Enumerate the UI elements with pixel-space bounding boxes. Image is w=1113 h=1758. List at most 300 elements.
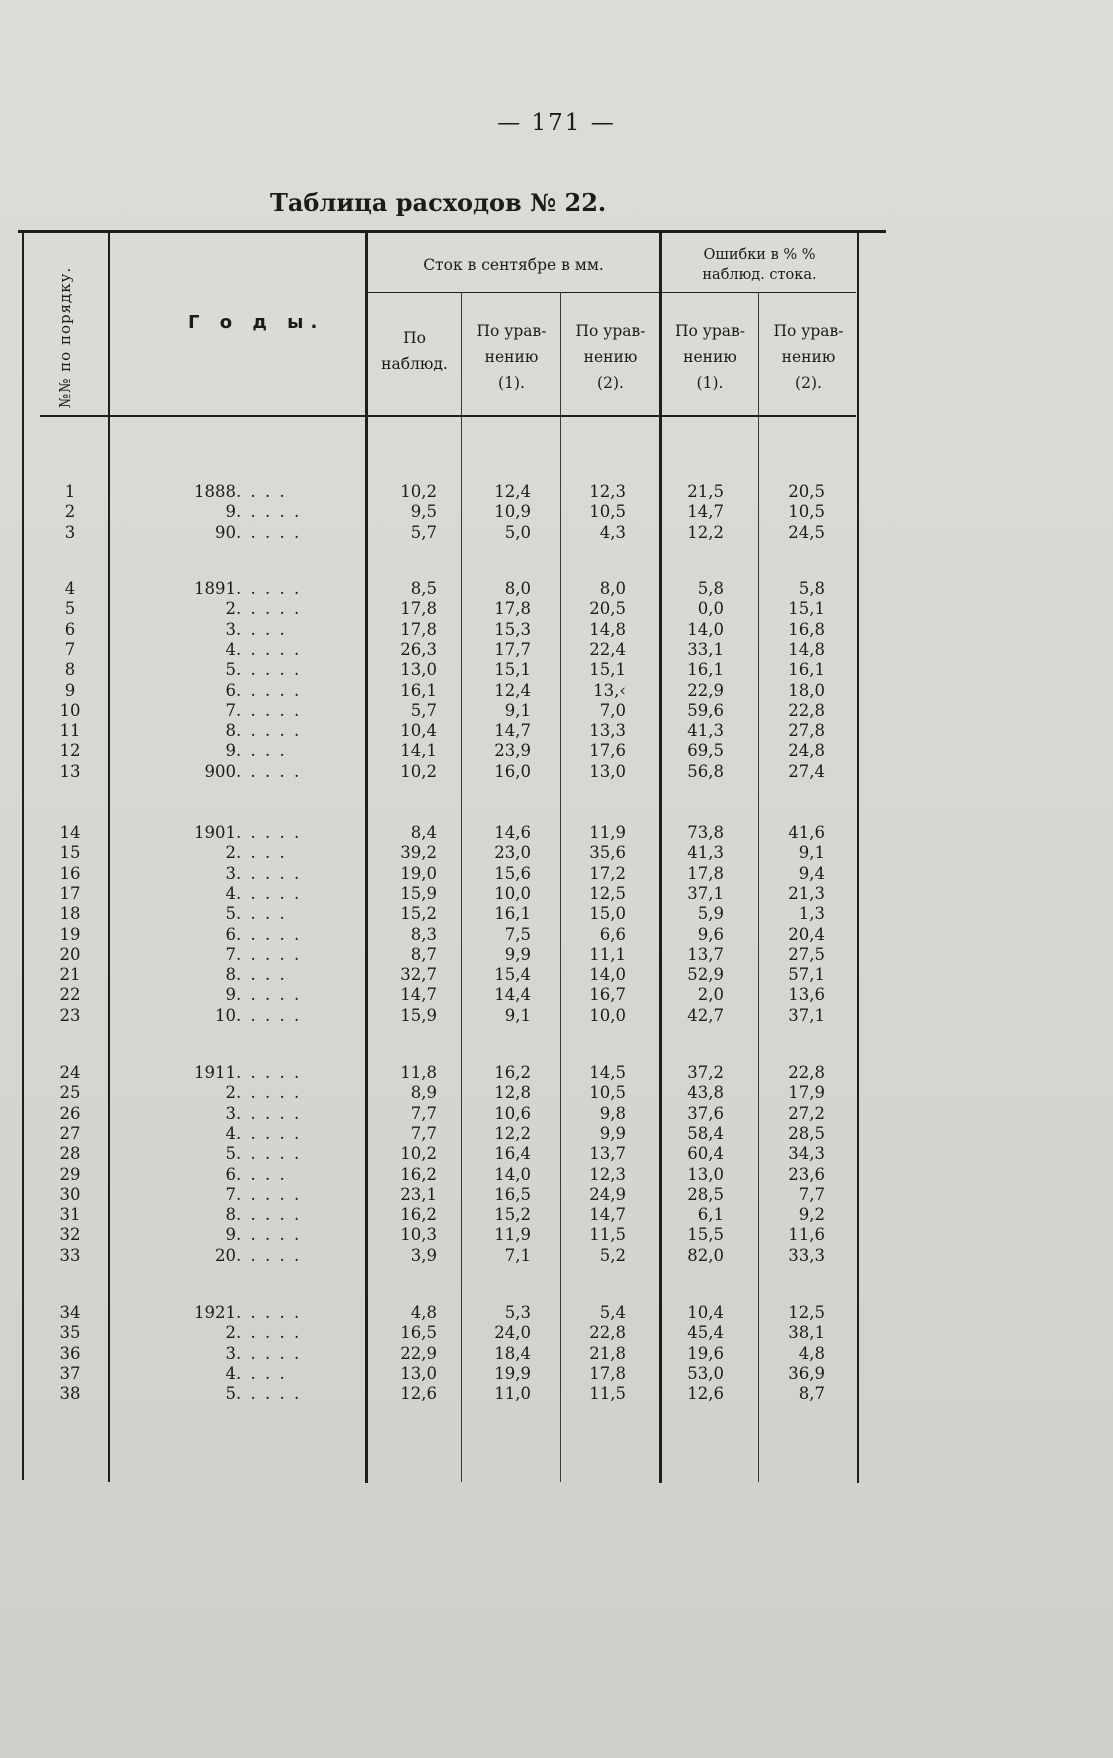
cell-err1: 45,4 [687,1323,724,1343]
table-row [0,481,1113,502]
header-err1-line2: нению [683,348,737,366]
cell-eq2: 13,7 [589,1144,626,1164]
row-leader-dots: . . . . . [236,639,302,659]
cell-eq2: 12,5 [589,883,626,903]
cell-eq1: 10,6 [494,1103,531,1123]
table-row [0,1062,1113,1083]
cell-err2: 27,5 [788,944,825,964]
row-year: 5 [225,1384,236,1404]
cell-eq1: 9,1 [504,1005,531,1025]
header-err1-line3: (1). [696,374,724,392]
cell-err2: 36,9 [788,1363,825,1383]
row-year: 2 [225,843,236,863]
cell-observed: 32,7 [400,965,437,985]
row-year: 1911 [194,1063,236,1082]
header-err1 [662,318,758,396]
cell-err2: 9,1 [798,843,825,863]
cell-eq2: 9,8 [599,1103,626,1123]
cell-eq2: 15,1 [589,660,626,680]
row-leader-dots: . . . . . [236,883,302,903]
cell-err2: 41,6 [788,823,825,842]
cell-observed: 10,3 [400,1225,437,1245]
cell-err2: 18,0 [788,680,825,700]
cell-eq1: 15,4 [494,965,531,985]
row-index: 14 [59,823,81,842]
table-row [0,1204,1113,1225]
row-leader-dots: . . . . . [236,1184,302,1204]
table-row [0,1184,1113,1205]
cell-observed: 15,2 [400,904,437,924]
cell-err1: 12,2 [687,522,724,542]
cell-err1: 41,3 [687,721,724,741]
table-row [0,863,1113,884]
table-row [0,1164,1113,1185]
row-leader-dots: . . . . . [236,660,302,680]
cell-eq1: 7,1 [504,1245,531,1265]
cell-observed: 17,8 [400,619,437,639]
cell-eq1: 11,0 [494,1384,531,1404]
cell-err1: 69,5 [687,741,724,761]
header-observed-line2: наблюд. [381,355,448,373]
header-observed-line1: По [403,329,426,347]
row-year: 7 [225,700,236,720]
cell-observed: 10,2 [400,482,437,501]
cell-err2: 22,8 [788,700,825,720]
header-eq1-line3: (1). [498,374,525,392]
row-index: 30 [59,1184,81,1204]
row-index: 33 [59,1245,81,1265]
cell-observed: 5,7 [410,700,437,720]
header-eq1-line1: По урав- [476,322,547,340]
header-years: Г о д ы. [188,312,325,333]
table-row [0,740,1113,761]
table-row [0,1143,1113,1164]
cell-eq1: 10,9 [494,502,531,522]
row-index: 2 [64,502,76,522]
row-index: 5 [64,599,76,619]
table-row [0,903,1113,924]
cell-observed: 8,5 [410,579,437,598]
cell-observed: 8,4 [410,823,437,842]
table-row [0,1224,1113,1245]
page-number: — 171 — [497,110,616,136]
cell-err1: 60,4 [687,1144,724,1164]
cell-eq2: 5,2 [599,1245,626,1265]
cell-eq2: 14,5 [589,1063,626,1082]
cell-err2: 14,8 [788,639,825,659]
cell-eq2: 7,0 [599,700,626,720]
table-row [0,1123,1113,1144]
row-year: 7 [225,944,236,964]
header-eq2-line3: (2). [597,374,624,392]
cell-err2: 20,5 [788,482,825,501]
table-row [0,522,1113,543]
row-index: 7 [64,639,76,659]
row-leader-dots: . . . . . [236,700,302,720]
cell-observed: 19,0 [400,863,437,883]
row-year: 8 [225,721,236,741]
row-leader-dots: . . . . [236,741,287,761]
row-leader-dots: . . . . . [236,985,302,1005]
row-index: 10 [59,700,81,720]
cell-eq2: 9,9 [599,1123,626,1143]
cell-err1: 0,0 [697,599,724,619]
cell-err1: 21,5 [687,482,724,501]
cell-err1: 10,4 [687,1303,724,1322]
cell-err2: 33,3 [788,1245,825,1265]
cell-eq2: 5,4 [599,1303,626,1322]
cell-err2: 12,5 [788,1303,825,1322]
header-err2-line1: По урав- [773,322,844,340]
table-row [0,1322,1113,1343]
cell-eq1: 16,1 [494,904,531,924]
row-leader-dots: . . . . [236,1363,287,1383]
cell-eq2: 14,8 [589,619,626,639]
row-year: 10 [215,1005,236,1025]
cell-eq2: 13,3 [589,721,626,741]
row-leader-dots: . . . . . [236,1205,302,1225]
cell-eq2: 11,1 [589,944,626,964]
cell-eq1: 16,2 [494,1063,531,1082]
header-errors-group [662,245,857,285]
cell-observed: 14,7 [400,985,437,1005]
cell-err2: 11,6 [788,1225,825,1245]
cell-err1: 5,9 [697,904,724,924]
row-leader-dots: . . . . . [236,579,302,598]
cell-eq2: 14,7 [589,1205,626,1225]
row-year: 3 [225,863,236,883]
cell-eq2: 15,0 [589,904,626,924]
row-index: 6 [64,619,76,639]
cell-observed: 7,7 [410,1103,437,1123]
cell-err2: 7,7 [798,1184,825,1204]
cell-observed: 10,4 [400,721,437,741]
cell-err2: 22,8 [788,1063,825,1082]
cell-eq1: 9,9 [504,944,531,964]
cell-err2: 9,4 [798,863,825,883]
table-row [0,1082,1113,1103]
cell-observed: 16,2 [400,1205,437,1225]
cell-eq1: 19,9 [494,1363,531,1383]
cell-err1: 19,6 [687,1343,724,1363]
cell-observed: 14,1 [400,741,437,761]
row-year: 9 [225,741,236,761]
cell-err1: 13,0 [687,1164,724,1184]
cell-err2: 16,8 [788,619,825,639]
cell-eq1: 12,2 [494,1123,531,1143]
cell-err2: 5,8 [798,579,825,598]
cell-err1: 15,5 [687,1225,724,1245]
cell-observed: 16,2 [400,1164,437,1184]
cell-eq1: 16,5 [494,1184,531,1204]
row-leader-dots: . . . . [236,482,287,501]
row-index: 26 [59,1103,81,1123]
row-index: 8 [64,660,76,680]
header-bottom-rule [40,415,856,417]
header-err2 [760,318,857,396]
header-err2-line2: нению [781,348,836,366]
cell-eq1: 12,4 [494,680,531,700]
cell-err2: 34,3 [788,1144,825,1164]
cell-err1: 53,0 [687,1363,724,1383]
cell-observed: 8,9 [410,1083,437,1103]
cell-err2: 16,1 [788,660,825,680]
row-index: 22 [59,985,81,1005]
cell-observed: 10,2 [400,761,437,781]
cell-observed: 4,8 [410,1303,437,1322]
table-row [0,944,1113,965]
cell-err2: 9,2 [798,1205,825,1225]
cell-err1: 14,0 [687,619,724,639]
cell-eq1: 18,4 [494,1343,531,1363]
table-title: Таблица расходов № 22. [270,188,607,217]
cell-eq1: 10,0 [494,883,531,903]
cell-err2: 10,5 [788,502,825,522]
cell-err1: 33,1 [687,639,724,659]
row-year: 5 [225,660,236,680]
table-row [0,1245,1113,1266]
row-index: 17 [59,883,81,903]
row-leader-dots: . . . . . [236,1083,302,1103]
cell-eq2: 10,5 [589,1083,626,1103]
cell-eq2: 14,0 [589,965,626,985]
cell-eq2: 21,8 [589,1343,626,1363]
cell-eq2: 13,0 [589,761,626,781]
row-leader-dots: . . . . . [236,1303,302,1322]
cell-eq2: 17,8 [589,1363,626,1383]
cell-eq1: 15,6 [494,863,531,883]
cell-eq1: 14,0 [494,1164,531,1184]
cell-err1: 13,7 [687,944,724,964]
cell-eq1: 15,3 [494,619,531,639]
cell-eq2: 17,2 [589,863,626,883]
cell-err1: 12,6 [687,1384,724,1404]
row-index: 24 [59,1063,81,1082]
cell-eq1: 24,0 [494,1323,531,1343]
cell-eq2: 11,5 [589,1225,626,1245]
row-leader-dots: . . . . . [236,823,302,842]
cell-eq2: 20,5 [589,599,626,619]
row-leader-dots: . . . . . [236,863,302,883]
cell-eq1: 12,4 [494,482,531,501]
cell-err2: 13,6 [788,985,825,1005]
cell-err2: 28,5 [788,1123,825,1143]
row-year: 3 [225,619,236,639]
cell-eq2: 13,‹ [593,680,626,700]
row-year: 8 [225,1205,236,1225]
row-leader-dots: . . . . . [236,1384,302,1404]
cell-err2: 4,8 [798,1343,825,1363]
cell-eq2: 17,6 [589,741,626,761]
cell-eq1: 8,0 [504,579,531,598]
row-leader-dots: . . . . . [236,1245,302,1265]
row-year: 4 [225,883,236,903]
row-index: 20 [59,944,81,964]
cell-err1: 56,8 [687,761,724,781]
cell-observed: 15,9 [400,883,437,903]
row-year: 1901 [194,823,236,842]
cell-eq1: 23,9 [494,741,531,761]
header-err1-line1: По урав- [674,322,746,340]
cell-err2: 27,8 [788,721,825,741]
table-row [0,1363,1113,1384]
header-index: №№ по порядку. [56,266,74,408]
cell-eq2: 22,8 [589,1323,626,1343]
table-row [0,680,1113,701]
row-leader-dots: . . . . [236,1164,287,1184]
table-row [0,924,1113,945]
cell-eq2: 4,3 [599,522,626,542]
row-leader-dots: . . . . . [236,502,302,522]
row-leader-dots: . . . . . [236,761,302,781]
row-index: 23 [59,1005,81,1025]
row-year: 7 [225,1184,236,1204]
row-year: 9 [225,1225,236,1245]
cell-err1: 41,3 [687,843,724,863]
cell-err2: 20,4 [788,924,825,944]
cell-err1: 59,6 [687,700,724,720]
row-index: 21 [59,965,81,985]
cell-eq1: 15,1 [494,660,531,680]
table-row [0,700,1113,721]
row-index: 18 [59,904,81,924]
row-index: 28 [59,1144,81,1164]
cell-eq1: 17,8 [494,599,531,619]
cell-eq1: 23,0 [494,843,531,863]
header-group-rule [368,292,856,293]
table-row [0,619,1113,640]
cell-err2: 27,2 [788,1103,825,1123]
cell-eq2: 12,3 [589,1164,626,1184]
table-row [0,1103,1113,1124]
cell-observed: 23,1 [400,1184,437,1204]
cell-observed: 16,5 [400,1323,437,1343]
table-row [0,639,1113,660]
row-leader-dots: . . . . . [236,721,302,741]
row-year: 4 [225,1363,236,1383]
cell-err1: 14,7 [687,502,724,522]
row-index: 15 [59,843,81,863]
row-index: 11 [59,721,81,741]
cell-err2: 57,1 [788,965,825,985]
row-index: 9 [64,680,76,700]
row-index: 36 [59,1343,81,1363]
cell-err1: 58,4 [687,1123,724,1143]
row-index: 16 [59,863,81,883]
header-observed [368,325,461,377]
row-leader-dots: . . . . . [236,1123,302,1143]
cell-err2: 24,5 [788,522,825,542]
row-leader-dots: . . . . . [236,924,302,944]
row-leader-dots: . . . . [236,904,287,924]
cell-err2: 27,4 [788,761,825,781]
row-leader-dots: . . . . . [236,1343,302,1363]
row-index: 3 [64,522,76,542]
row-index: 37 [59,1363,81,1383]
table-top-rule [18,230,886,233]
row-year: 6 [225,924,236,944]
row-year: 8 [225,965,236,985]
row-leader-dots: . . . . . [236,680,302,700]
row-leader-dots: . . . . . [236,1225,302,1245]
table-row [0,1005,1113,1026]
header-err2-line3: (2). [795,374,822,392]
row-leader-dots: . . . . . [236,522,302,542]
cell-err2: 23,6 [788,1164,825,1184]
cell-eq2: 22,4 [589,639,626,659]
row-year: 5 [225,904,236,924]
row-index: 25 [59,1083,81,1103]
cell-eq1: 7,5 [504,924,531,944]
table-row [0,598,1113,619]
cell-observed: 17,8 [400,599,437,619]
row-index: 35 [59,1323,81,1343]
row-index: 27 [59,1123,81,1143]
cell-observed: 11,8 [400,1063,437,1082]
row-year: 9 [225,985,236,1005]
cell-err1: 37,6 [687,1103,724,1123]
header-eq1-line2: нению [484,348,539,366]
cell-err1: 37,2 [687,1063,724,1082]
row-leader-dots: . . . . [236,965,287,985]
row-leader-dots: . . . . . [236,944,302,964]
cell-observed: 9,5 [410,502,437,522]
row-index: 12 [59,741,81,761]
row-index: 32 [59,1225,81,1245]
cell-observed: 22,9 [400,1343,437,1363]
header-errors-line1: Ошибки в % % [703,247,816,263]
cell-err1: 28,5 [687,1184,724,1204]
cell-err1: 17,8 [687,863,724,883]
cell-eq2: 10,5 [589,502,626,522]
row-index: 13 [59,761,81,781]
cell-eq1: 15,2 [494,1205,531,1225]
cell-eq1: 14,7 [494,721,531,741]
row-year: 3 [225,1103,236,1123]
row-year: 1891 [194,579,236,598]
row-index: 31 [59,1205,81,1225]
cell-eq1: 5,0 [504,522,531,542]
row-year: 20 [215,1245,236,1265]
cell-err2: 24,8 [788,741,825,761]
row-leader-dots: . . . . . [236,1144,302,1164]
cell-eq2: 16,7 [589,985,626,1005]
cell-observed: 39,2 [400,843,437,863]
table-row [0,822,1113,843]
table-row [0,761,1113,782]
cell-err1: 52,9 [687,965,724,985]
cell-eq2: 11,5 [589,1384,626,1404]
cell-observed: 7,7 [410,1123,437,1143]
row-index: 38 [59,1384,81,1404]
cell-eq1: 12,8 [494,1083,531,1103]
cell-err1: 82,0 [687,1245,724,1265]
cell-err1: 16,1 [687,660,724,680]
row-year: 2 [225,1323,236,1343]
cell-observed: 5,7 [410,522,437,542]
cell-observed: 16,1 [400,680,437,700]
row-year: 1921 [194,1303,236,1322]
row-index: 29 [59,1164,81,1184]
header-eq1 [463,318,560,396]
cell-eq2: 6,6 [599,924,626,944]
cell-observed: 13,0 [400,660,437,680]
cell-err1: 5,8 [697,579,724,598]
table-row [0,964,1113,985]
table-row [0,578,1113,599]
table-row [0,659,1113,680]
cell-eq2: 24,9 [589,1184,626,1204]
